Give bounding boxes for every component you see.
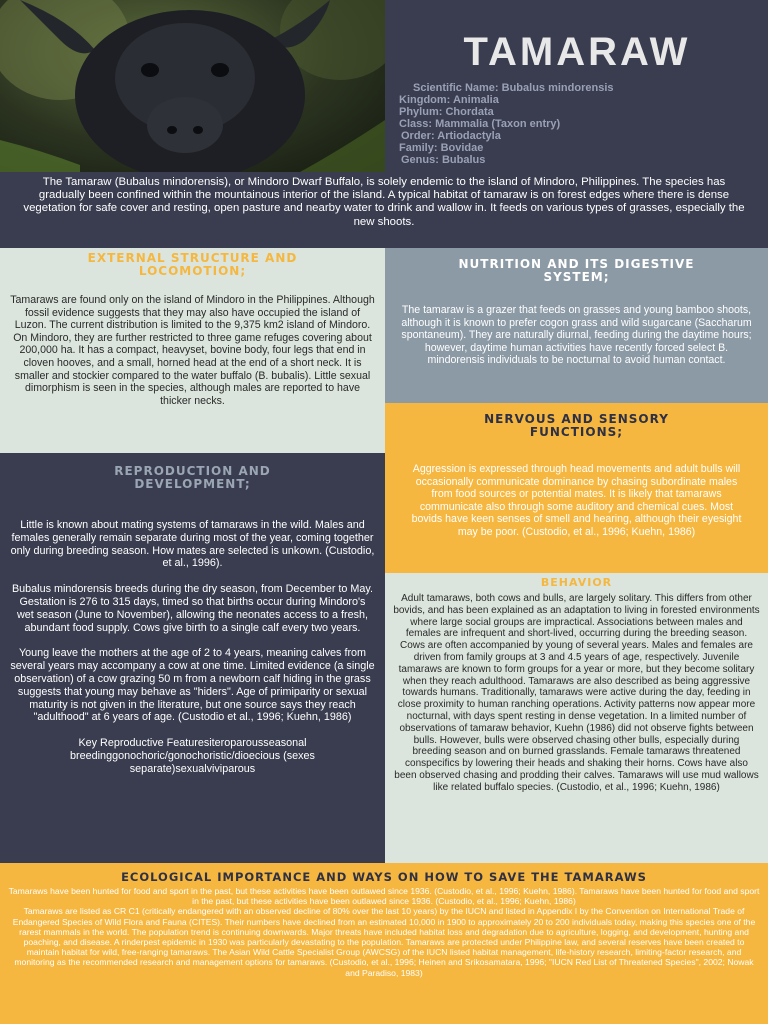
taxonomy-scientific-name: Scientific Name: Bubalus mindorensis: [413, 82, 614, 94]
reproduction-paragraph-1: Little is known about mating systems of tamaraws in the wild. Males and females generally remain separate during most of the year, coming together only during breeding season. How mates are selected is unkown. (Custodio, et al., 1996).: [10, 519, 375, 570]
taxonomy-kingdom: Kingdom: Animalia: [399, 94, 499, 106]
behavior-section: [385, 573, 768, 863]
tamaraw-photo: [0, 0, 385, 172]
reproduction-paragraph-3: Young leave the mothers at the age of 2 to 4 years, meaning calves from several years may accompany a cow at one time. Limited evidence (a single observation) of a cow grazing 50 m from a newborn calf hiding in the grass suggests that young may behave as "hiders". Age of primiparity or sexual maturity is not given in the literature, but one source says they reach "adulthood" at 6 years of age. (Custodio et al., 1996; Kuehn, 1986): [10, 647, 375, 724]
intro-paragraph: The Tamaraw (Bubalus mindorensis), or Mindoro Dwarf Buffalo, is solely endemic to the island of Mindoro, Philippines. The species has gradually been confined within the mountainous interior of the island. A typical habitat of tamaraw is on forest edges where there is dense vegetation for safe cover and resting, open pasture and nearby water to drink and wallow in. It feeds on various types of grasses, especially the new shoots.: [0, 172, 768, 248]
behavior-text: Adult tamaraws, both cows and bulls, are largely solitary. This differs from other bovids, and has been explained as an adaptation to living in forested environments where large social groups are impractical. Associations between males and females are infrequent and short-lived, occurring during the breeding season. Cows are often accompanied by young of several years. Males and females are driven from family groups at 3 and 4.5 years of age, respectively. Juvenile tamaraws are known to form groups for a year or more, but they become solitary when they reach adulthood. Tamaraws are also described as being aggressive towards humans. Traditionally, tamaraws were active during the day, feeding in close proximity to human ranching operations. Activity patterns now appear more nocturnal, with days spent resting in dense vegetation. In a limited number of observations of tamaraw behavior, Kuehn (1986) did not observe fights between bulls. However, bulls were observed chasing other bulls, especially during breeding season and on burned grasslands. Female tamaraws threatened conspecifics by lowering their heads and shaking their horns. Cows have also been observed chasing and prodding their calves. Tamaraws will use mud wallows like related buffalo species. (Custodio, et al., 1996; Kuehn, 1986): [393, 593, 760, 793]
nervous-text: Aggression is expressed through head movements and adult bulls will occasionally communicate dominance by chasing subordinate males from food sources or potential mates. It is likely that tamaraws communicate also through some auditory and chemical cues. Most bovids have keen senses of smell and hearing, although their eyesight may be poor. (Custodio, et al., 1996; Kuehn, 1986): [411, 463, 742, 538]
taxonomy-genus: Genus: Bubalus: [401, 154, 486, 166]
taxonomy-class: Class: Mammalia (Taxon entry): [399, 118, 561, 130]
taxonomy-order: Order: Artiodactyla: [401, 130, 501, 142]
ecological-text: [0, 884, 768, 978]
nutrition-heading: NUTRITION AND ITS DIGESTIVE SYSTEM;: [458, 257, 695, 284]
tamaraw-photo-illustration: [0, 0, 385, 172]
taxonomy-family: Family: Bovidae: [399, 142, 484, 154]
ecological-paragraph-1: Tamaraws have been hunted for food and sport in the past, but these activities have been outlawed since 1936. (Custodio, et al., 1996; Kuehn, 1986). Tamaraws have been hunted for food and sport in the past, but these activities have been outlawed since 1936. (Custodio, et al., 1996; Kuehn, 1986): [8, 886, 760, 907]
behavior-heading: BEHAVIOR: [540, 576, 613, 589]
ecological-section: [0, 863, 768, 1024]
reproduction-text: [0, 491, 385, 776]
taxonomy-list: [399, 82, 759, 166]
reproduction-paragraph-2: Bubalus mindorensis breeds during the dry season, from December to May. Gestation is 276 to 315 days, timed so that births occur during Mindoro's wet season (June to November), allowing the neonates access to a fresh, abundant food supply. Cows give birth to a single calf every two years.: [11, 583, 374, 634]
ecological-paragraph-2: Tamaraws are listed as CR C1 (critically endangered with an observed decline of 80% over the last 10 years) by the IUCN and listed in Appendix I by the Convention on International Trade of Endangered Species of Wild Flora and Fauna (CITES). Their numbers have declined from an estimated 10,000 in 1900 to approximately 20 to 200 individuals today, making this species one of the rarest mammals in the world. The population trend is continuing downwards. Major threats have included habitat loss and degradation due to agriculture, logging, and development, hunting and poaching, and disease. A rinderpest epidemic in 1930 was particularly devastating to the population. Tamaraws are protected under Philippine law, and several reserves have been created to maintain habitat for wild, free-ranging tamaraws. The Asian Wild Cattle Specialist Group (AWCSG) of the IUCN listed habitat management, life-history research, limiting-factor research, and monitoring as the recommended research and management options for tamaraws. (Custodio, et al., 1996; Heinen and Srikosamatara, 1996; "IUCN Red List of Threatened Species", 2002; Nowak and Paradiso, 1983): [12, 906, 756, 978]
external-structure-text: Tamaraws are found only on the island of Mindoro in the Philippines. Although fossil evidence suggests that they may also have occupied the island of Luzon. The current distribution is limited to the 9,375 km2 island of Mindoro. On Mindoro, they are further restricted to three game refuges covering about 200,000 ha. It has a compact, heavyset, bovine body, four legs that end in cloven hooves, and a small, horned head at the end of a short neck. It is smaller and stockier compared to the water buffalo (B. bubalis). Little sexual dimorphism is seen in the species, although males are reported to have thicker necks.: [10, 294, 375, 407]
nervous-heading: NERVOUS AND SENSORY FUNCTIONS;: [484, 412, 669, 439]
nutrition-section: [385, 248, 768, 403]
external-structure-heading: EXTERNAL STRUCTURE AND LOCOMOTION;: [87, 251, 298, 278]
nervous-section: [385, 403, 768, 573]
title-box: [385, 0, 768, 172]
ecological-heading: ECOLOGICAL IMPORTANCE AND WAYS ON HOW TO SAVE THE TAMARAWS: [121, 870, 647, 884]
reproduction-paragraph-4: Key Reproductive Featuresiteroparousseasonal breedinggonochoric/gonochoristic/dioecious (sexes separate)sexualviviparous: [70, 737, 315, 775]
reproduction-heading: REPRODUCTION AND DEVELOPMENT;: [114, 464, 271, 491]
nutrition-text: The tamaraw is a grazer that feeds on grasses and young bamboo shoots, although it is known to prefer cogon grass and wild sugarcane (Saccharum spontaneum). They are naturally diurnal, feeding during the daytime hours; however, daytime human activities have recently forced select B. mindorensis individuals to be nocturnal to avoid human contact.: [401, 304, 752, 367]
taxonomy-phylum: Phylum: Chordata: [399, 106, 494, 118]
reproduction-section: [0, 453, 385, 863]
page-title: TAMARAW: [463, 30, 691, 74]
external-structure-section: [0, 248, 385, 453]
